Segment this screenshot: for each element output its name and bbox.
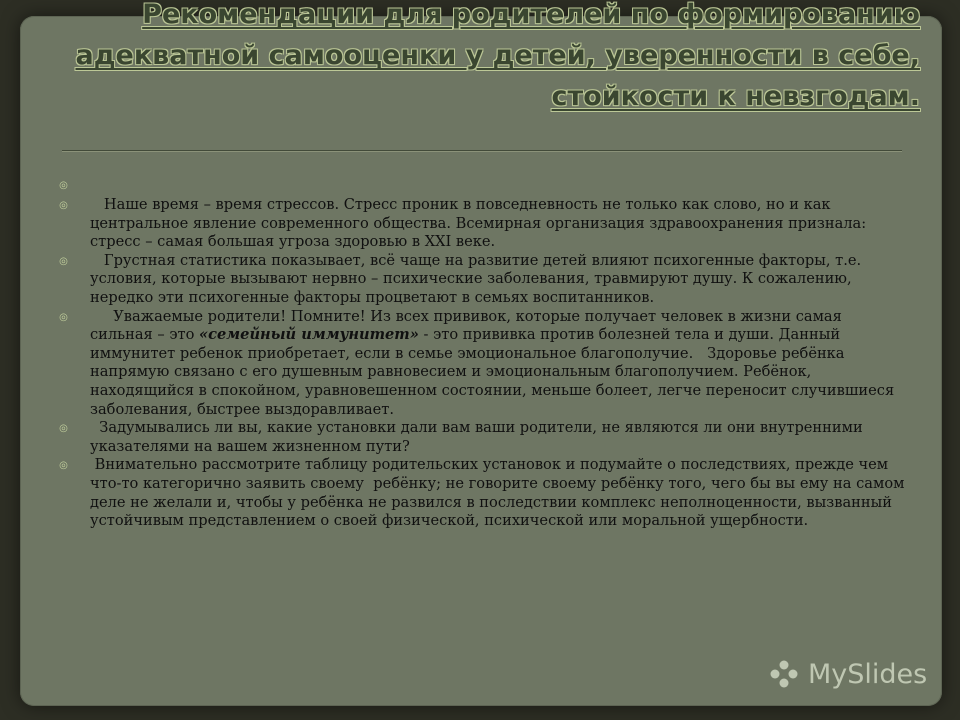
watermark-text: MySlides xyxy=(808,658,928,690)
bullet-text xyxy=(90,308,908,420)
bullet-text: Грустная статистика показывает, всё чаще на развитие детей влияют психогенные факторы, т.е. условия, которые вызывают нервно – психические заболевания, травмируют душу. К сожалению, нередко эти психогенные факторы процветают в семьях воспитанников. xyxy=(90,251,866,306)
myshared-logo-icon xyxy=(766,656,802,692)
bullet-icon: ◎ xyxy=(59,180,68,191)
list-item xyxy=(58,419,908,456)
bullet-icon: ◎ xyxy=(59,423,68,435)
list-item xyxy=(58,252,908,308)
list-item xyxy=(58,176,908,196)
bullet-icon: ◎ xyxy=(59,200,68,211)
slide-body xyxy=(58,176,908,531)
watermark xyxy=(766,654,927,694)
list-item xyxy=(58,308,908,420)
emphasis-family-immunity: «семейный иммунитет» xyxy=(199,326,419,344)
bullet-icon: ◎ xyxy=(59,255,68,267)
bullet-text: Внимательно рассмотрите таблицу родительских установок и подумайте о последствиях, прежде чем что-то категорично заявить своему ребёнку; не говорите своему ребёнку того, чего бы вы ему на самом деле не желали и, чтобы у ребёнка не развился в последствии комплекс неполноценности, вызванный устойчивым представлением о своей физической, психической или моральной ущербности. xyxy=(90,456,910,530)
bullet-icon: ◎ xyxy=(59,460,68,472)
slide-title: Рекомендации для родителей по формированию адекватной самооценки у детей, уверенности в себе, стойкости к невзгодам. xyxy=(75,0,920,112)
slide xyxy=(20,0,942,706)
bullet-text-start: Уважаемые родители! Помните! Из всех прививок, которые получает человек в жизни самая сильная – это xyxy=(90,307,847,344)
list-item xyxy=(58,196,908,252)
list-item xyxy=(58,456,908,530)
bullet-text: Задумывались ли вы, какие установки дали вам ваши родители, не являются ли они внутренними указателями на вашем жизненном пути? xyxy=(90,419,868,455)
bullet-icon: ◎ xyxy=(59,311,68,323)
bullet-text: Наше время – время стрессов. Стресс проник в повседневность не только как слово, но и как центральное явление современного общества. Всемирная организация здравоохранения признала: стресс – самая большая угроза здоровью в XXI веке. xyxy=(90,196,871,251)
title-divider xyxy=(62,150,902,151)
bullet-text-end: - это прививка против болезней тела и души. Данный иммунитет ребенок приобретает, если в семье эмоциональное благополучие. Здоровье ребёнка напрямую связано с его душевным равновесием и эмоциональным благополучием. Ребёнок, находящийся в спокойном, уравновешенном состоянии, меньше болеет, легче переносит случившиеся заболевания, быстрее выздоравливает. xyxy=(90,326,899,418)
